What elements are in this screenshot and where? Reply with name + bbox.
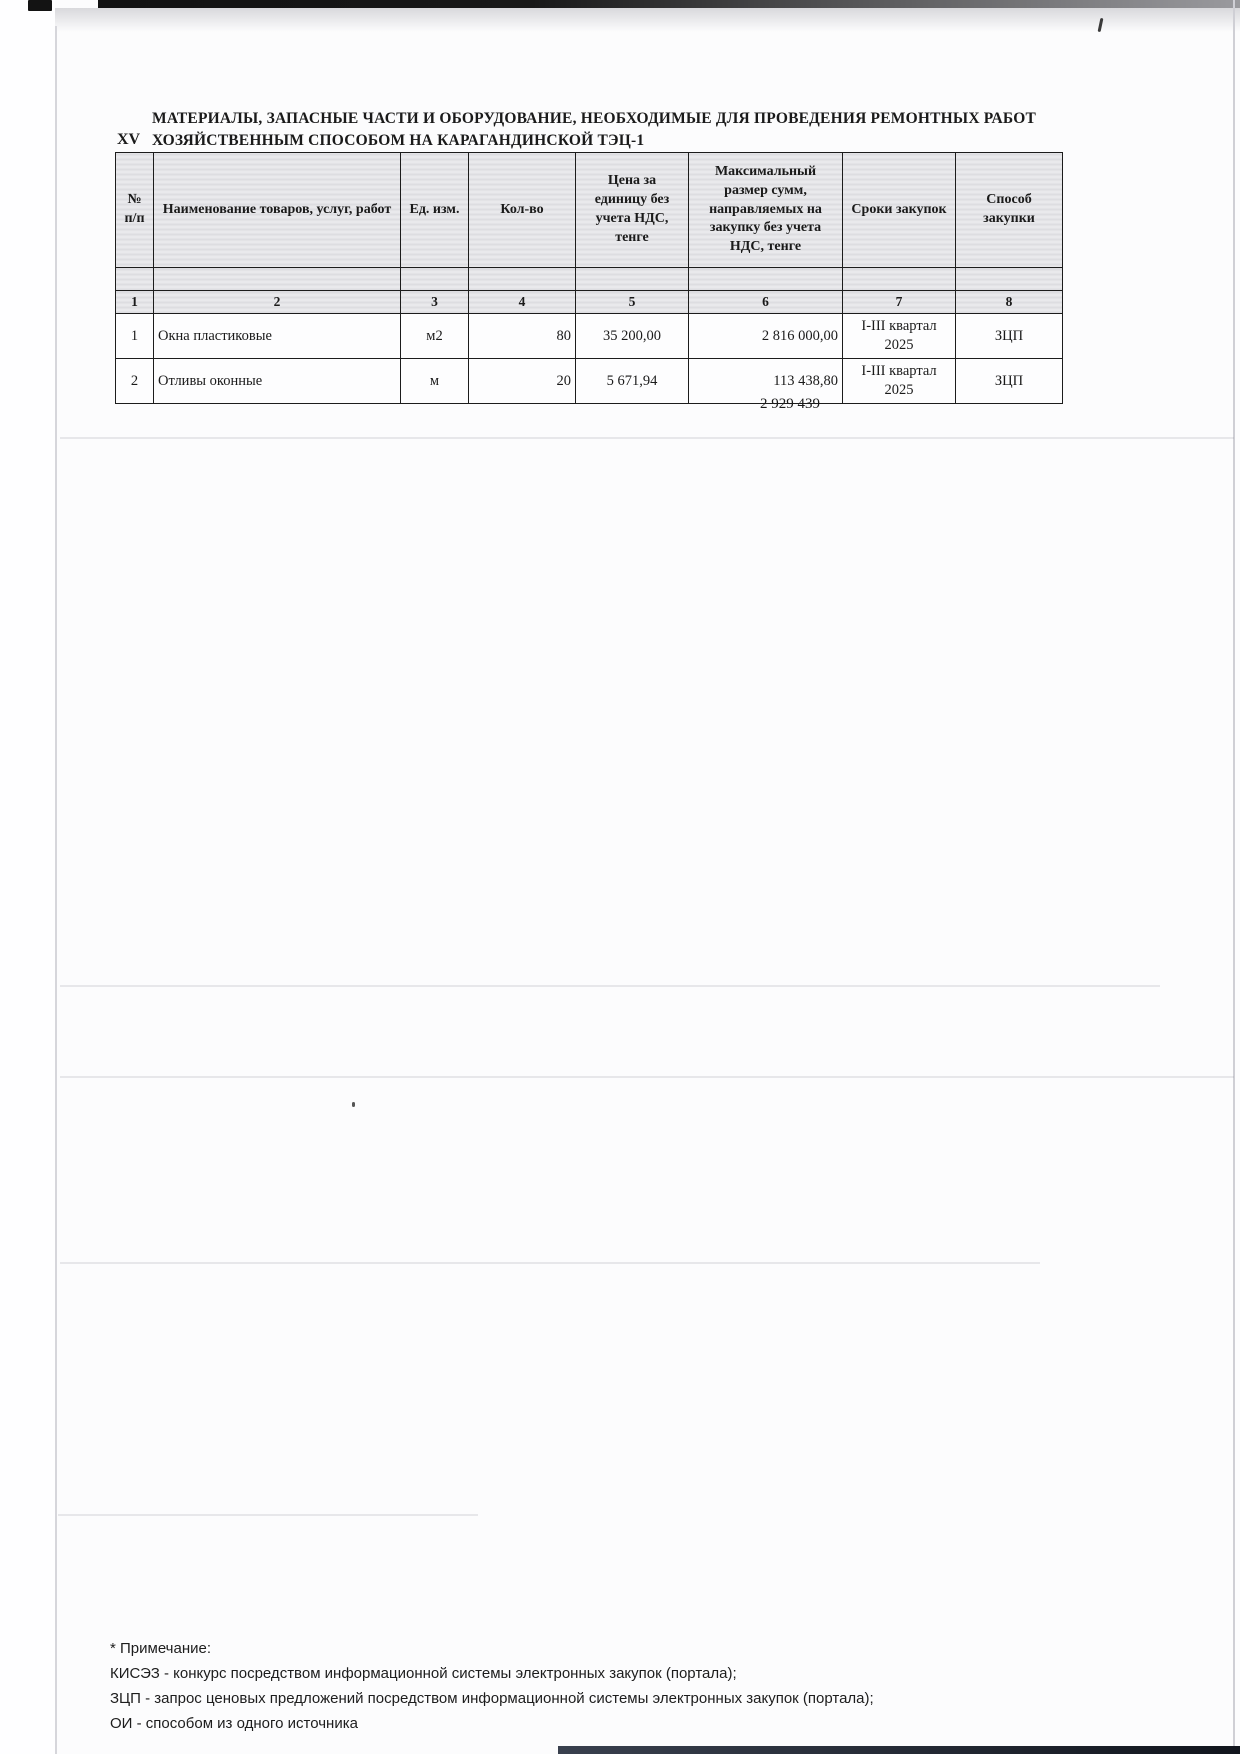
column-number: 3 [401, 291, 469, 314]
section-number: XV [117, 131, 141, 148]
footnote-line: КИСЭЗ - конкурс посредством информационной системы электронных закупок (портала); [110, 1665, 737, 1682]
cell-row-number: 1 [116, 314, 154, 359]
footnotes [110, 1636, 1110, 1736]
table-row [116, 359, 1063, 404]
cell-item-name: Окна пластиковые [154, 314, 401, 359]
total-sum: 2 929 439 [760, 396, 820, 412]
cell-quantity: 20 [469, 359, 576, 404]
footnote-title: * Примечание: [110, 1640, 211, 1657]
col-header-method: Способ закупки [956, 153, 1063, 268]
column-number: 6 [689, 291, 843, 314]
scan-streak [60, 1262, 1040, 1264]
footnote-line: ЗЦП - запрос ценовых предложений посредством информационной системы электронных закупок (портала); [110, 1690, 874, 1707]
scan-top-bar [98, 0, 1240, 8]
column-number: 5 [576, 291, 689, 314]
procurement-table [115, 152, 1063, 404]
table-header-row [116, 153, 1063, 268]
footnote-line: ОИ - способом из одного источника [110, 1715, 358, 1732]
scan-streak [60, 437, 1234, 439]
scan-streak [60, 1076, 1234, 1078]
scan-top-shadow [55, 8, 1240, 32]
cell-method: ЗЦП [956, 359, 1063, 404]
col-header-name: Наименование товаров, услуг, работ [154, 153, 401, 268]
col-header-unit: Ед. изм. [401, 153, 469, 268]
scan-left-edge-line [55, 26, 57, 1754]
cell-period: I-III квартал 2025 [843, 314, 956, 359]
col-header-num: № п/п [116, 153, 154, 268]
col-header-sum: Максимальный размер сумм, направляемых на закупку без учета НДС, тенге [689, 153, 843, 268]
cell-unit: м2 [401, 314, 469, 359]
cell-unit-price: 35 200,00 [576, 314, 689, 359]
col-header-period: Сроки закупок [843, 153, 956, 268]
scan-streak [60, 985, 1160, 987]
cell-period: I-III квартал 2025 [843, 359, 956, 404]
column-number-row [116, 291, 1063, 314]
page-left-margin [0, 0, 55, 1754]
cell-item-name: Отливы оконные [154, 359, 401, 404]
cell-method: ЗЦП [956, 314, 1063, 359]
scan-streak [58, 1514, 478, 1516]
table-spacer-row [116, 268, 1063, 291]
column-number: 1 [116, 291, 154, 314]
table-row [116, 314, 1063, 359]
scan-top-blob [28, 0, 52, 11]
scan-ink-speck [352, 1102, 355, 1107]
scan-right-edge-line [1233, 0, 1235, 1754]
scan-bottom-band [558, 1746, 1240, 1754]
column-number: 2 [154, 291, 401, 314]
col-header-price: Цена за единицу без учета НДС, тенге [576, 153, 689, 268]
page-title: МАТЕРИАЛЫ, ЗАПАСНЫЕ ЧАСТИ И ОБОРУДОВАНИЕ, НЕОБХОДИМЫЕ ДЛЯ ПРОВЕДЕНИЯ РЕМОНТНЫХ РАБОТ ХОЗЯЙСТВЕННЫМ СПОСОБОМ НА КАРАГАНДИНСКОЙ ТЭЦ-1 [152, 110, 1037, 149]
cell-quantity: 80 [469, 314, 576, 359]
column-number: 7 [843, 291, 956, 314]
cell-max-sum: 113 438,80 [689, 359, 843, 404]
column-number: 8 [956, 291, 1063, 314]
cell-row-number: 2 [116, 359, 154, 404]
cell-unit: м [401, 359, 469, 404]
col-header-qty: Кол-во [469, 153, 576, 268]
cell-max-sum: 2 816 000,00 [689, 314, 843, 359]
cell-unit-price: 5 671,94 [576, 359, 689, 404]
column-number: 4 [469, 291, 576, 314]
